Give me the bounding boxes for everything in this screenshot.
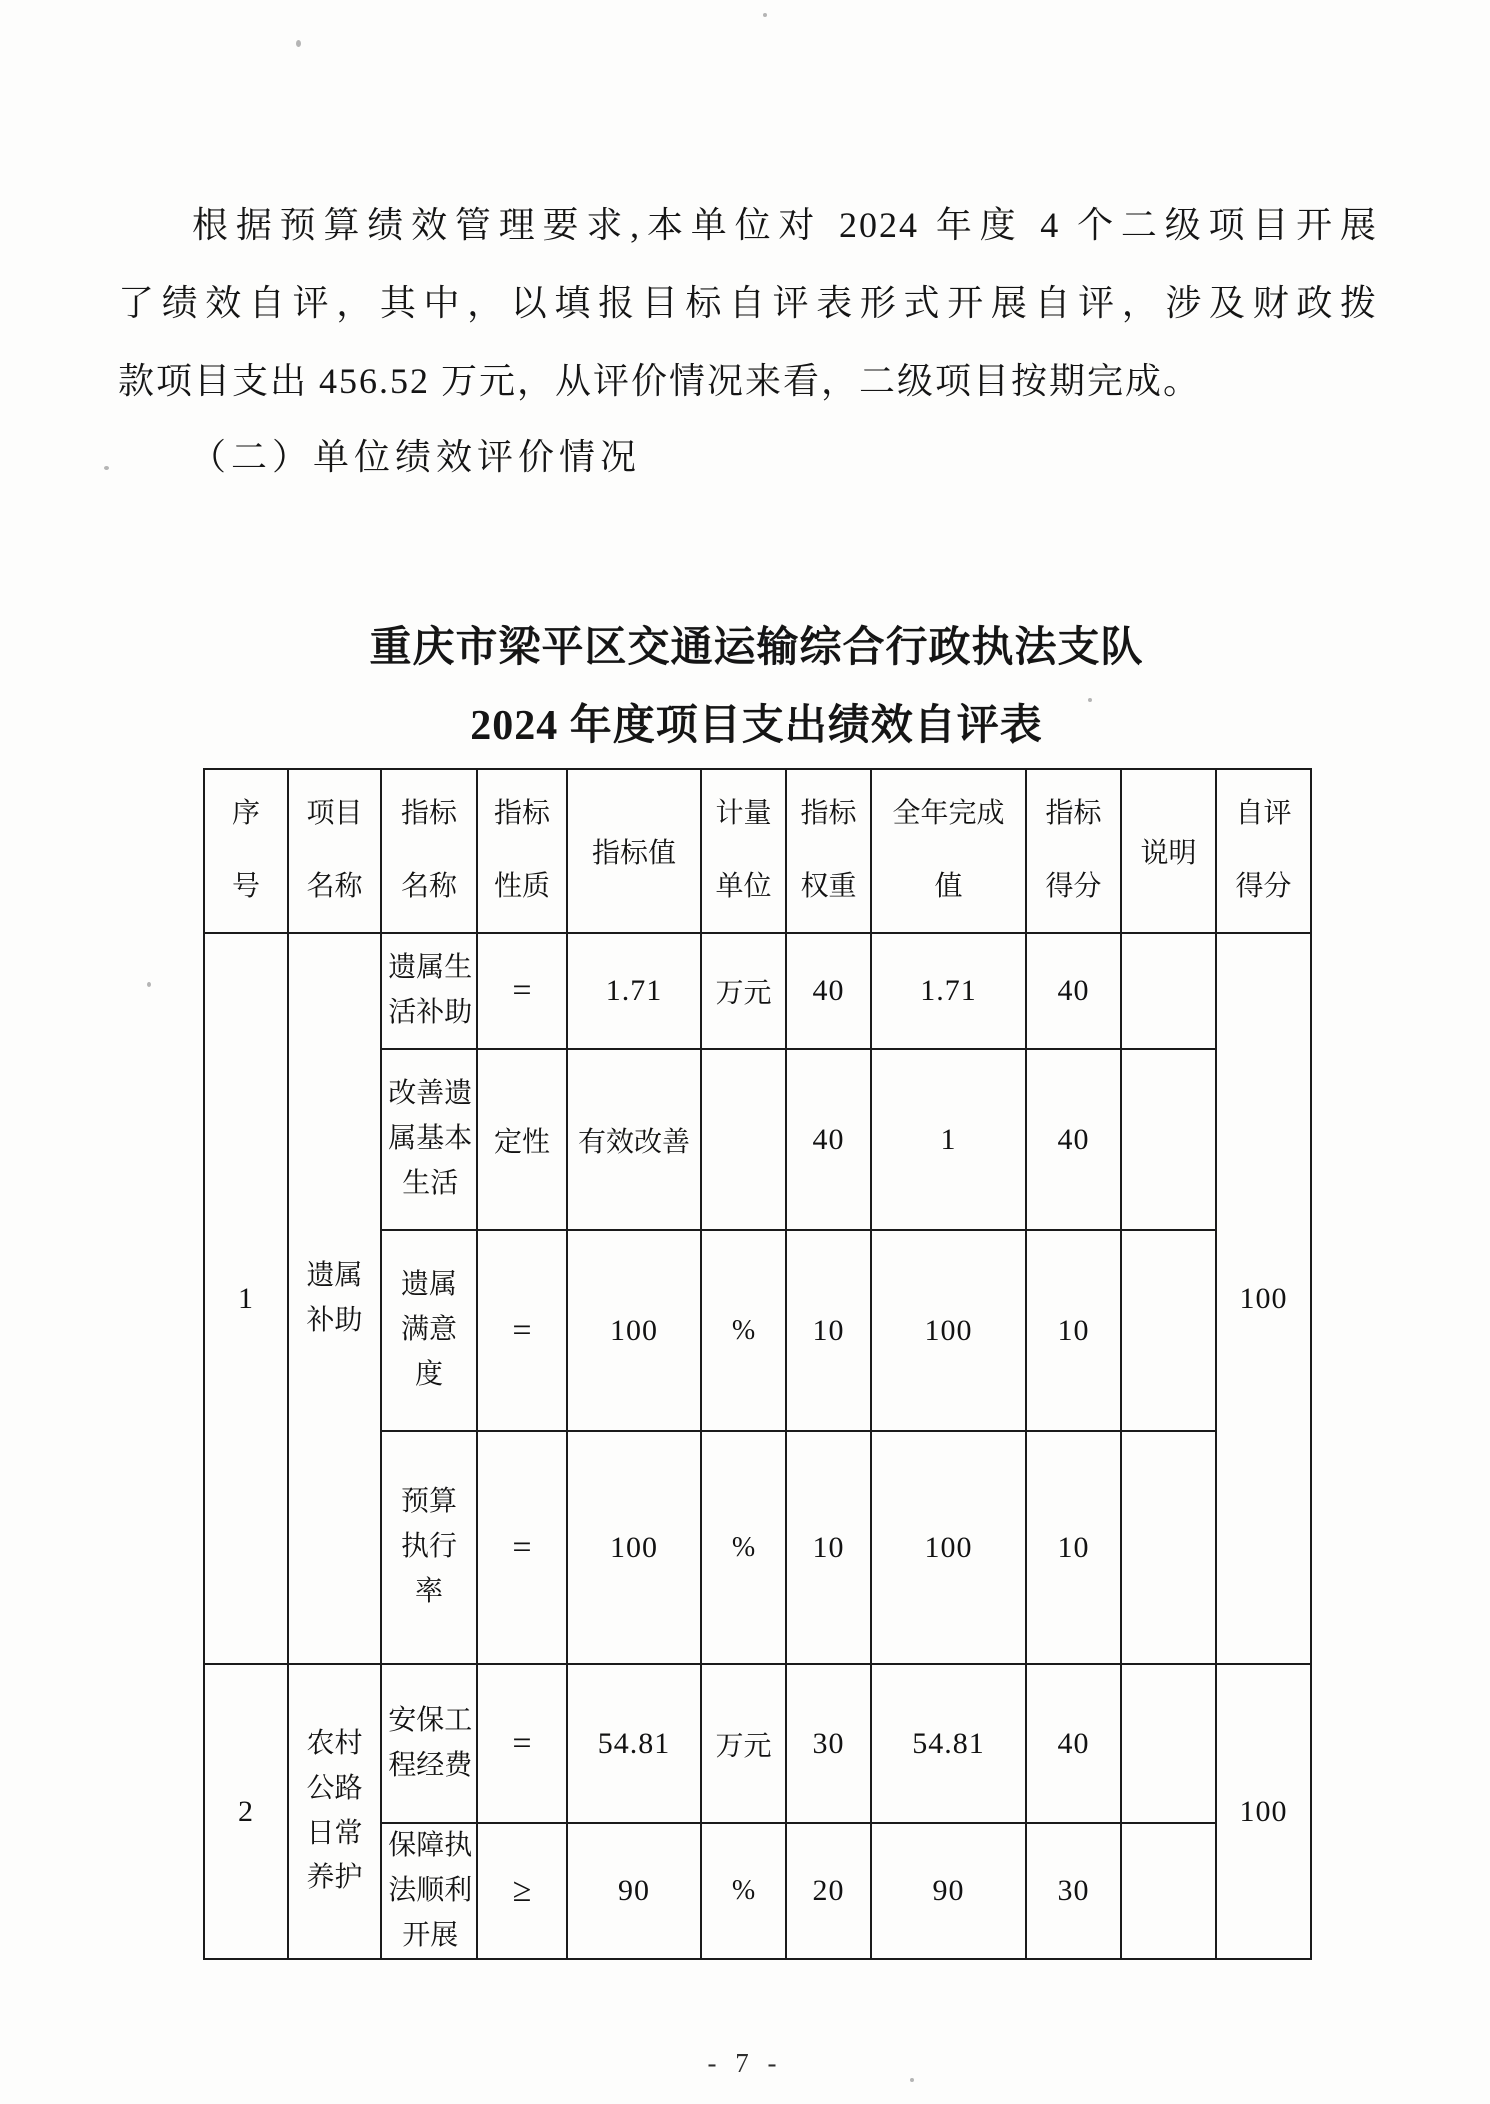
cell-indicator-nature: = (477, 933, 567, 1049)
cell-unit: % (701, 1230, 786, 1431)
header-weight: 指标权重 (786, 769, 871, 933)
header-self-score: 自评得分 (1216, 769, 1311, 933)
cell-seq: 1 (204, 933, 288, 1664)
cell-weight: 30 (786, 1664, 871, 1823)
cell-target-value: 100 (567, 1230, 701, 1431)
cell-indicator-score: 40 (1026, 1049, 1121, 1230)
table-title-org: 重庆市梁平区交通运输综合行政执法支队 (369, 625, 1144, 671)
cell-target-value: 54.81 (567, 1664, 701, 1823)
scan-speck (296, 40, 301, 47)
body-paragraph (118, 186, 1378, 420)
header-row (204, 769, 1311, 933)
cell-indicator-score: 30 (1026, 1823, 1121, 1959)
cell-target-value: 90 (567, 1823, 701, 1959)
cell-unit: % (701, 1431, 786, 1664)
cell-completed-value: 1 (871, 1049, 1026, 1230)
cell-completed-value: 1.71 (871, 933, 1026, 1049)
cell-note (1121, 1049, 1216, 1230)
header-unit: 计量单位 (701, 769, 786, 933)
cell-weight: 10 (786, 1230, 871, 1431)
scan-speck (1088, 698, 1092, 702)
indicator-row (204, 1664, 1311, 1823)
cell-target-value: 100 (567, 1431, 701, 1664)
cell-note (1121, 1431, 1216, 1664)
cell-indicator-name: 遗属生活补助 (381, 933, 477, 1049)
cell-indicator-nature: 定性 (477, 1049, 567, 1230)
cell-self-score: 100 (1216, 1664, 1311, 1959)
indicator-row (204, 933, 1311, 1049)
paragraph-line-2: 了绩效自评，其中，以填报目标自评表形式开展自评，涉及财政拨 (118, 283, 1378, 323)
cell-weight: 10 (786, 1431, 871, 1664)
cell-weight: 20 (786, 1823, 871, 1959)
cell-target-value: 1.71 (567, 933, 701, 1049)
scan-speck (104, 466, 109, 470)
cell-indicator-name: 预算执行率 (381, 1431, 477, 1664)
cell-indicator-score: 10 (1026, 1230, 1121, 1431)
header-indicator-nature: 指标性质 (477, 769, 567, 933)
cell-completed-value: 100 (871, 1230, 1026, 1431)
header-completed-value: 全年完成值 (871, 769, 1026, 933)
cell-indicator-nature: = (477, 1664, 567, 1823)
cell-completed-value: 100 (871, 1431, 1026, 1664)
cell-note (1121, 933, 1216, 1049)
cell-note (1121, 1230, 1216, 1431)
cell-unit: % (701, 1823, 786, 1959)
scan-speck (763, 13, 767, 17)
cell-seq: 2 (204, 1664, 288, 1959)
cell-indicator-nature: ≥ (477, 1823, 567, 1959)
cell-note (1121, 1823, 1216, 1959)
section-subheading: （二）单位绩效评价情况 (190, 437, 642, 477)
self-evaluation-table (203, 768, 1312, 1960)
cell-unit: 万元 (701, 1664, 786, 1823)
cell-indicator-name: 遗属满意度 (381, 1230, 477, 1431)
cell-indicator-name: 保障执法顺利开展 (381, 1823, 477, 1959)
cell-indicator-score: 40 (1026, 1664, 1121, 1823)
header-target-value: 指标值 (567, 769, 701, 933)
cell-indicator-nature: = (477, 1431, 567, 1664)
paragraph-line-3: 款项目支出 456.52 万元，从评价情况来看，二级项目按期完成。 (118, 361, 1202, 401)
scan-speck (147, 982, 151, 987)
page-number: - 7 - (707, 2048, 783, 2078)
header-project-name: 项目名称 (288, 769, 381, 933)
cell-weight: 40 (786, 933, 871, 1049)
paragraph-line-1: 根据预算绩效管理要求,本单位对 2024 年度 4 个二级项目开展 (192, 205, 1378, 245)
scan-speck (910, 2078, 914, 2082)
header-note: 说明 (1121, 769, 1216, 933)
cell-completed-value: 90 (871, 1823, 1026, 1959)
cell-self-score: 100 (1216, 933, 1311, 1664)
cell-note (1121, 1664, 1216, 1823)
header-indicator-score: 指标得分 (1026, 769, 1121, 933)
cell-indicator-name: 改善遗属基本生活 (381, 1049, 477, 1230)
header-indicator-name: 指标名称 (381, 769, 477, 933)
cell-unit: 万元 (701, 933, 786, 1049)
cell-indicator-name: 安保工程经费 (381, 1664, 477, 1823)
cell-weight: 40 (786, 1049, 871, 1230)
cell-indicator-nature: = (477, 1230, 567, 1431)
table-title-year: 2024 年度项目支出绩效自评表 (470, 703, 1043, 749)
cell-unit (701, 1049, 786, 1230)
cell-target-value: 有效改善 (567, 1049, 701, 1230)
cell-project-name: 农村公路日常养护 (288, 1664, 381, 1959)
cell-indicator-score: 40 (1026, 933, 1121, 1049)
header-seq: 序号 (204, 769, 288, 933)
cell-project-name: 遗属补助 (288, 933, 381, 1664)
cell-indicator-score: 10 (1026, 1431, 1121, 1664)
cell-completed-value: 54.81 (871, 1664, 1026, 1823)
